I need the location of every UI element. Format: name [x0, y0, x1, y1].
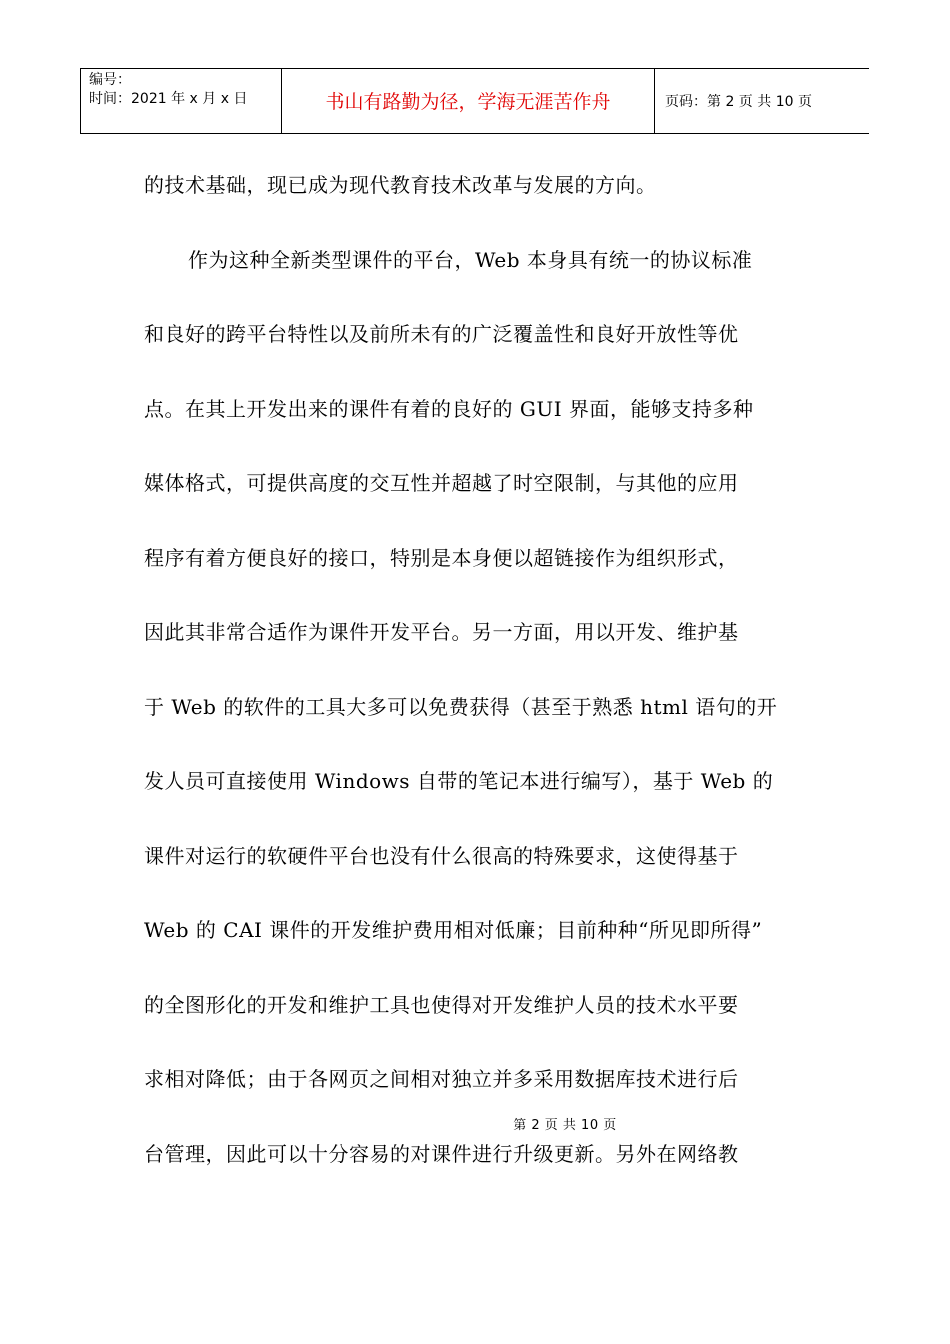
header-meta-cell	[81, 69, 282, 133]
body-line: 的全图形化的开发和维护工具也使得对开发维护人员的技术水平要	[144, 992, 739, 1017]
number-label: 编号：	[89, 72, 131, 88]
body-line: 发人员可直接使用 Windows 自带的笔记本进行编写），基于 Web 的	[144, 769, 774, 793]
body-line: Web 的 CAI 课件的开发维护费用相对低廉；目前种种“所见即所得”	[144, 918, 763, 942]
body-line: 课件对运行的软硬件平台也没有什么很高的特殊要求，这使得基于	[144, 843, 739, 868]
date-label: 时间：2021 年 x 月 x 日	[89, 91, 248, 107]
body-line: 和良好的跨平台特性以及前所未有的广泛覆盖性和良好开放性等优	[144, 322, 739, 346]
body-line: 因此其非常合适作为课件开发平台。另一方面，用以开发、维护基	[144, 620, 739, 644]
body-line: 的技术基础，现已成为现代教育技术改革与发展的方向。	[144, 173, 657, 197]
body-line: 点。在其上开发出来的课件有着的良好的 GUI 界面，能够支持多种	[144, 396, 754, 421]
header-table	[80, 68, 869, 134]
document-body	[144, 160, 806, 1203]
header-motto-cell	[282, 69, 655, 133]
body-line: 求相对降低；由于各网页之间相对独立并多采用数据库技术进行后	[144, 1067, 739, 1091]
footer-page-number: 第 2 页 共 10 页	[513, 1118, 617, 1133]
motto-text: 书山有路勤为径，学海无涯苦作舟	[325, 90, 611, 113]
body-line: 台管理，因此可以十分容易的对课件进行升级更新。另外在网络教	[144, 1141, 739, 1166]
page-label: 页码：第 2 页 共 10 页	[665, 94, 812, 110]
body-line: 程序有着方便良好的接口，特别是本身便以超链接作为组织形式，	[144, 545, 739, 570]
header-page-cell	[655, 69, 869, 133]
body-line: 作为这种全新类型课件的平台，Web 本身具有统一的协议标准	[188, 247, 753, 272]
body-line: 于 Web 的软件的工具大多可以免费获得（甚至于熟悉 html 语句的开	[144, 694, 778, 719]
body-line: 媒体格式，可提供高度的交互性并超越了时空限制，与其他的应用	[144, 471, 739, 495]
